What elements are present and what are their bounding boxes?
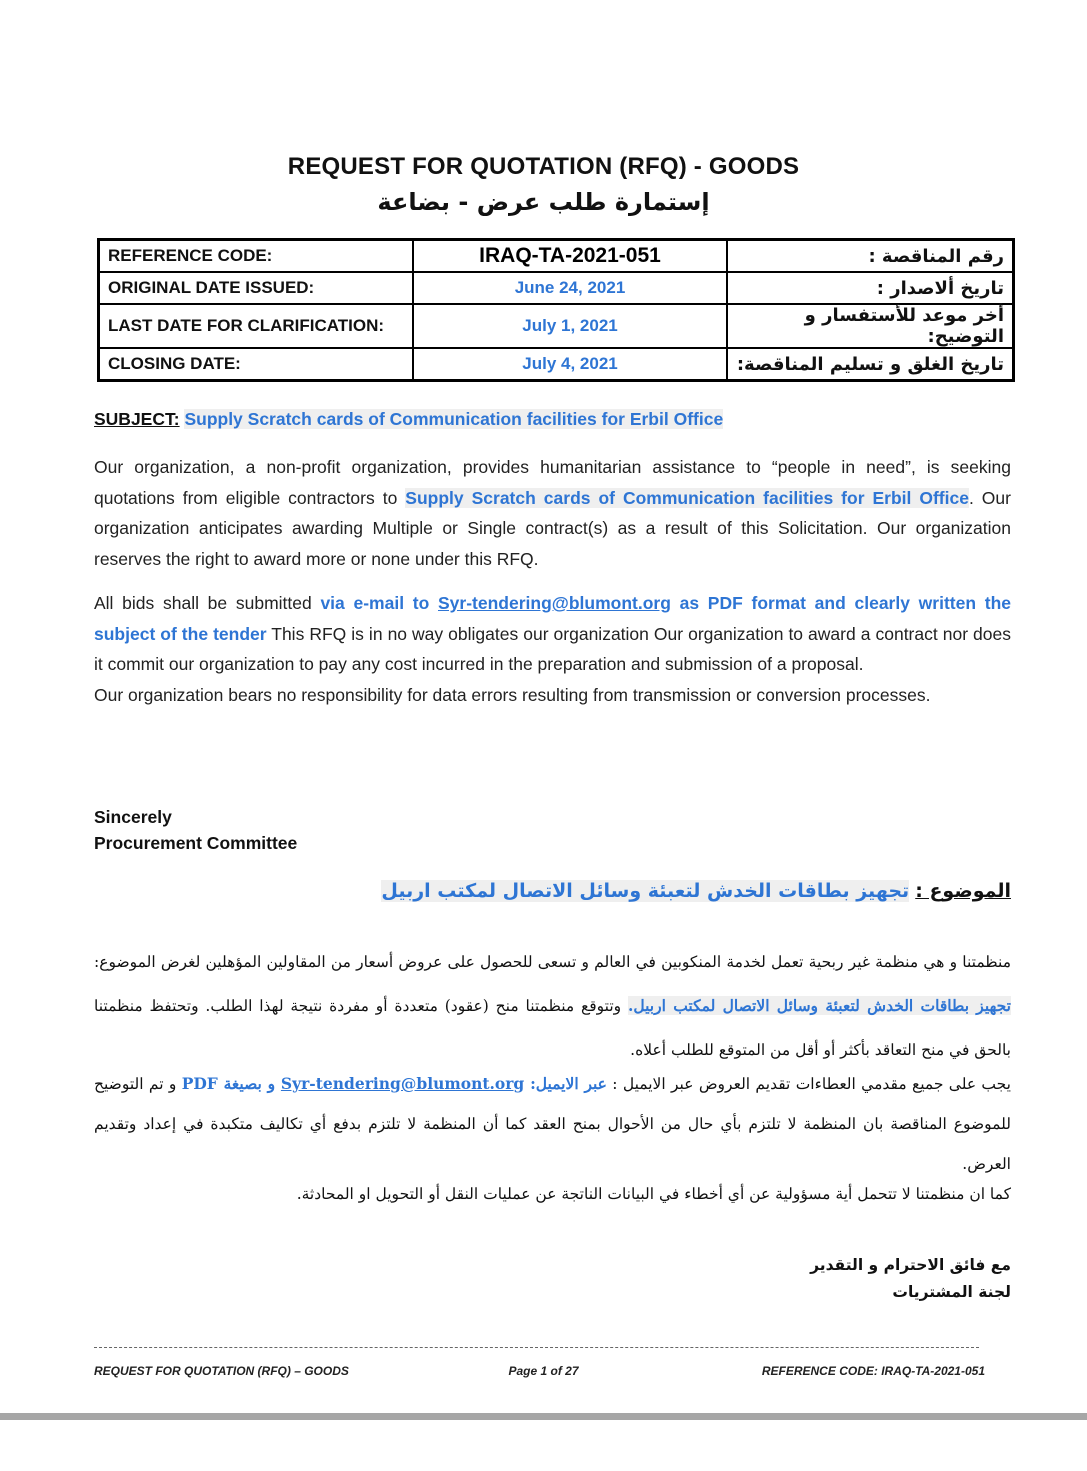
- arabic-subject-label: الموضوع :: [915, 880, 1011, 902]
- arabic-subject-text: تجهيز بطاقات الخدش لتعبئة وسائل الاتصال لمكتب اربيل: [381, 880, 910, 902]
- arabic-intro-highlight: تجهيز بطاقات الخدش لتعبئة وسائل الاتصال لمكتب اربيل.: [627, 996, 1011, 1015]
- submission-blue-b: as PDF format and clearly written the subject of the tender: [94, 593, 1011, 644]
- date-issued-value: June 24, 2021: [413, 272, 727, 304]
- submission-blue-a: via e-mail to: [320, 593, 438, 613]
- arabic-submission-email-link[interactable]: Syr-tendering@blumont.org: [280, 1074, 525, 1093]
- table-row: [99, 240, 1014, 273]
- page-bottom-bar: [0, 1413, 1087, 1420]
- intro-text-b: . Our organization anticipates awarding Multiple or Single contract(s) as a result of this Solicitation. Our organization reserves the right to award more or none under this RFQ.: [94, 487, 1011, 569]
- arabic-subject-line: [381, 880, 1011, 902]
- arabic-signature-committee: لجنة المشتريات: [892, 1283, 1011, 1301]
- closing-date-label: CLOSING DATE:: [99, 348, 414, 381]
- date-issued-label: ORIGINAL DATE ISSUED:: [99, 272, 414, 304]
- arabic-signature-block: [810, 1252, 1011, 1306]
- footer-left: REQUEST FOR QUOTATION (RFQ) – GOODS: [94, 1364, 349, 1378]
- intro-paragraph: [94, 452, 1011, 574]
- table-row: [99, 272, 1014, 304]
- clarification-date-label-ar: أخر موعد للأستفسار و التوضيح:: [727, 304, 1014, 348]
- submission-paragraph: [94, 588, 1011, 710]
- arabic-responsibility-paragraph: كما ان منظمتنا لا تتحمل أية مسؤولية عن أي أخطاء في البيانات الناتجة عن عمليات النقل أو التحويل او المحادثة.: [296, 1185, 1011, 1203]
- reference-code-label: REFERENCE CODE:: [99, 240, 414, 273]
- arabic-submission-blue-a: عبر الايميل:: [524, 1074, 607, 1093]
- arabic-submission-text-b: و تم التوضيح للموضوع المناقصة بان المنظمة لا تلتزم بأي حال من الأحوال بمنح العقد كما أن المنظمة لا تلتزم بدفع أي تكاليف متكبدة في إعداد وتقديم العرض.: [94, 1075, 1011, 1173]
- intro-highlight: Supply Scratch cards of Communication facilities for Erbil Office: [405, 487, 969, 508]
- signature-block: [94, 804, 297, 856]
- date-issued-label-ar: تاريخ ألاصدار :: [727, 272, 1014, 304]
- title-english: REQUEST FOR QUOTATION (RFQ) - GOODS: [287, 153, 800, 180]
- arabic-submission-text-a: يجب على جميع مقدمي العطاءات تقديم العروض عبر الايميل :: [606, 1075, 1011, 1093]
- arabic-signature-closing: مع فائق الاحترام و التقدير: [810, 1256, 1011, 1274]
- subject-text: Supply Scratch cards of Communication facilities for Erbil Office: [184, 409, 724, 429]
- signature-committee: Procurement Committee: [94, 833, 298, 853]
- clarification-date-value: July 1, 2021: [413, 304, 727, 348]
- title-arabic: إستمارة طلب عرض - بضاعة: [377, 188, 710, 216]
- arabic-intro-paragraph: [94, 940, 1011, 1072]
- subject-line: [94, 409, 723, 430]
- responsibility-text: Our organization bears no responsibility for data errors resulting from transmission or conversion processes.: [94, 684, 931, 705]
- closing-date-value: July 4, 2021: [413, 348, 727, 381]
- submission-text-b: This RFQ is in no way obligates our organization Our organization to award a contract nor does it commit our organization to pay any cost incurred in the preparation and submission of a proposal.: [94, 623, 1011, 674]
- arabic-intro-text-b: وتتوقع منظمتنا منح (عقود) متعددة أو مفردة نتيجة لهذا الطلب. وتحتفظ منظمتنا بالحق في منح التعاقد بأكثر أو أقل من المتوقع للطلب أعلاه.: [94, 997, 1011, 1059]
- footer-page-number: Page 1 of 27: [508, 1364, 579, 1378]
- reference-code-label-ar: رقم المناقصة :: [727, 240, 1014, 273]
- footer-reference: REFERENCE CODE: IRAQ-TA-2021-051: [761, 1364, 985, 1378]
- table-row: [99, 304, 1014, 348]
- signature-closing: Sincerely: [94, 807, 172, 827]
- subject-label: SUBJECT:: [94, 409, 180, 429]
- table-row: [99, 348, 1014, 381]
- submission-email-link[interactable]: Syr-tendering@blumont.org: [438, 593, 671, 613]
- arabic-submission-paragraph: [94, 1064, 1011, 1184]
- submission-text-a: All bids shall be submitted: [94, 593, 321, 613]
- closing-date-label-ar: تاريخ الغلق و تسليم المناقصة:: [727, 348, 1014, 381]
- arabic-submission-blue-b: و بصيغة PDF: [181, 1074, 281, 1093]
- intro-text-a: Our organization, a non-profit organization, provides humanitarian assistance to “people in need”, is seeking quotations from eligible contractors to: [94, 457, 1011, 508]
- clarification-date-label: LAST DATE FOR CLARIFICATION:: [99, 304, 414, 348]
- info-table: [97, 238, 1015, 382]
- reference-code-value: IRAQ-TA-2021-051: [413, 240, 727, 273]
- footer-divider: [94, 1347, 979, 1348]
- arabic-intro-text-a: منظمتنا و هي منظمة غير ربحية تعمل لخدمة المنكوبين في العالم و تسعى للحصول على عروض أسعار من المقاولين المؤهلين لغرض الموضوع:: [94, 953, 1011, 971]
